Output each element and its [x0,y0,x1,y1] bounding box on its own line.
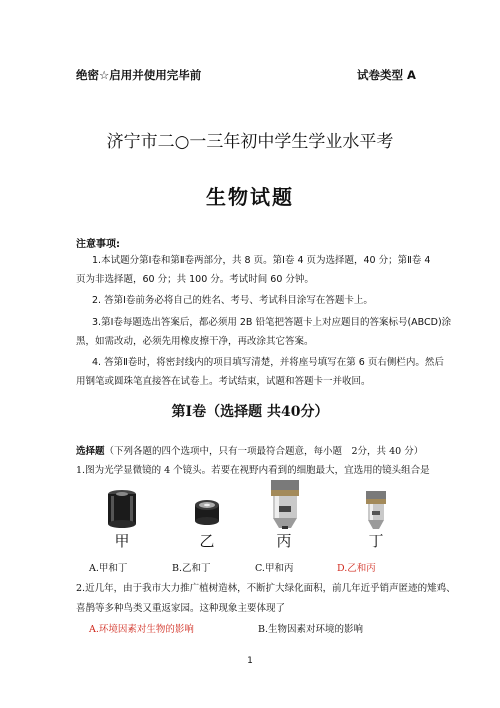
lens-bing-image [265,478,305,530]
notice-line: 3.第Ⅰ卷每题选出答案后，都必须用 2B 铅笔把答题卡上对应题目的答案标号(ABCD)涂 [92,317,452,328]
question-2-stem: 2.近几年，由于我市大力推广植树造林，不断扩大绿化面积，前几年近乎销声匿迹的雉鸡、 [76,583,456,594]
notice-line: 黑，如需改动，必须先用橡皮擦干净，再改涂其它答案。 [76,336,314,347]
choice-intro-bold: 选择题 [76,446,105,457]
notice-line: 4. 答第Ⅱ卷时，将密封线内的项目填写清楚，并将座号填写在第 6 页右侧栏内。然后 [92,357,444,368]
page-number: 1 [247,656,253,666]
q1-option-a: A.甲和丁 [89,563,128,574]
q1-option-d-answer: D.乙和丙 [337,563,376,574]
choice-intro-rest: （下列各题的四个选项中，只有一项最符合题意，每小题 2分，共 40 分） [104,446,424,457]
confidential-label: 绝密☆启用并使用完毕前 [76,68,202,82]
lens-label-bing: 丙 [276,532,292,550]
notice-line: 1.本试题分第Ⅰ卷和第Ⅱ卷两部分，共 8 页。第Ⅰ卷 4 页为选择题，40 分；第Ⅱ卷 4 [92,255,431,266]
q1-option-c: C.甲和丙 [255,563,294,574]
subject-title: 生物试题 [206,185,294,209]
lens-label-ding: 丁 [368,532,384,550]
question-2-stem-cont: 喜鹊等多种鸟类又重返家园。这种现象主要体现了 [76,603,286,614]
notice-line: 2. 答第Ⅰ卷前务必将自己的姓名、考号、考试科目涂写在答题卡上。 [92,295,373,306]
lens-jia-image [102,488,142,530]
lens-label-yi: 乙 [199,532,215,550]
lens-label-jia: 甲 [114,532,130,550]
lens-ding-image [361,489,391,531]
notice-line: 用钢笔或圆珠笔直接答在试卷上。考试结束，试题和答题卡一并收回。 [76,376,371,387]
q1-option-b: B.乙和丁 [172,563,211,574]
lens-yi-image [192,499,222,527]
question-1-stem: 1.图为光学显微镜的 4 个镜头。若要在视野内看到的细胞最大，宜选用的镜头组合是 [76,465,430,476]
paper-type-label: 试卷类型 A [357,68,416,82]
choice-intro [76,443,423,457]
q2-option-a-answer: A.环境因素对生物的影响 [89,624,194,635]
section-title: 第Ⅰ卷（选择题 共40分） [171,404,329,420]
notice-line: 页为非选择题，60 分；共 100 分。考试时间 60 分钟。 [76,274,314,285]
exam-title: 济宁市二○一三年初中学生学业水平考 [106,132,394,152]
notice-heading: 注意事项: [76,239,120,250]
q2-option-b: B.生物因素对环境的影响 [258,624,364,635]
